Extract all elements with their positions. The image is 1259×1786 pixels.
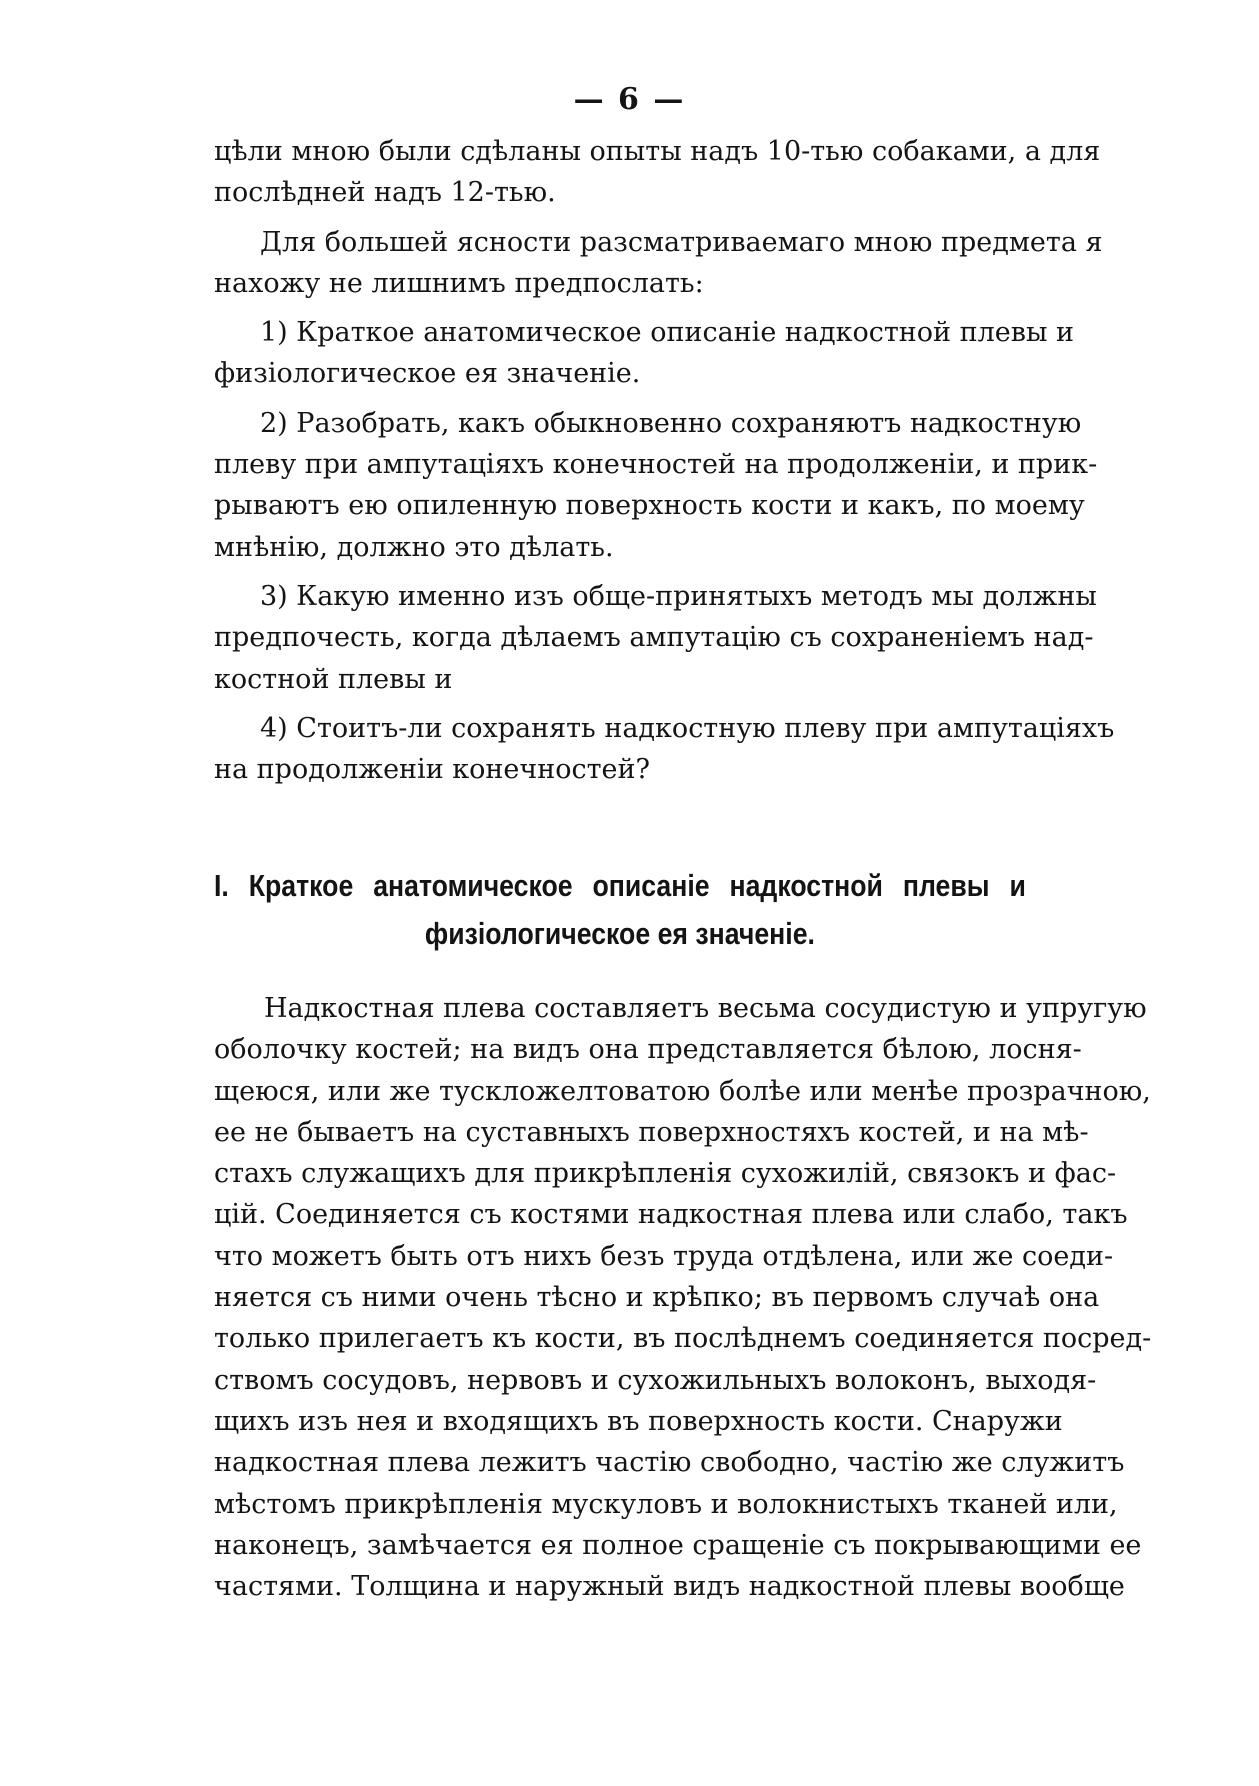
text-line: 1) Краткое анатомическое описаніе надкостной плевы и xyxy=(260,317,1075,349)
text-line: ствомъ сосудовъ, нервовъ и сухожильныхъ волоконъ, выходя- xyxy=(214,1364,1097,1396)
text-line: оболочку костей; на видъ она представляется бѣлою, лосня- xyxy=(214,1034,1082,1066)
text-line: Надкостная плева составляетъ весьма сосудистую и упругую xyxy=(264,993,1147,1024)
text-line: только прилегаетъ къ кости, въ послѣднемъ соединяется посред- xyxy=(214,1323,1152,1355)
text-line: плеву при ампутаціяхъ конечностей на продолженіи, и прик- xyxy=(214,449,1098,481)
text-line: ее не бываетъ на суставныхъ поверхностяхъ костей, и на мѣ- xyxy=(214,1116,1089,1148)
text-line: щихъ изъ нея и входящихъ въ поверхность кости. Снаружи xyxy=(214,1405,1063,1437)
text-line: физіологическое ея значеніе. xyxy=(214,358,641,390)
text-line: нахожу не лишнимъ предпослать: xyxy=(214,267,704,299)
text-line: что можетъ быть отъ нихъ безъ труда отдѣлена, или же соеди- xyxy=(214,1240,1114,1272)
section-heading-line: I. Краткое анатомическое описаніе надкостной плевы и xyxy=(214,868,1026,903)
text-line: щеюся, или же тускложелтоватою болѣе или менѣе прозрачною, xyxy=(214,1075,1151,1107)
text-line: послѣдней надъ 12-тью. xyxy=(214,177,556,209)
text-line: на продолженіи конечностей? xyxy=(214,754,650,786)
text-line: костной плевы и xyxy=(214,663,453,695)
text-line: 4) Стоитъ-ли сохранять надкостную плеву при ампутаціяхъ xyxy=(260,712,1115,744)
intro-text xyxy=(214,131,1115,790)
text-line: мѣстомъ прикрѣпленія мускуловъ и волокнистыхъ тканей или, xyxy=(214,1488,1118,1520)
page-number: — 6 — xyxy=(573,82,686,117)
section-heading xyxy=(214,862,1026,958)
text-line: рываютъ ею опиленную поверхность кости и какъ, по моему xyxy=(214,490,1085,522)
text-line: наконецъ, замѣчается ея полное сращеніе съ покрывающими ее xyxy=(214,1529,1142,1561)
section-heading-line: физіологическое ея значеніе. xyxy=(424,916,815,951)
text-line: предпочесть, когда дѣлаемъ ампутацію съ сохраненіемъ над- xyxy=(214,622,1094,654)
text-line: цій. Соединяется съ костями надкостная плева или слабо, такъ xyxy=(214,1199,1128,1231)
text-line: 2) Разобрать, какъ обыкновенно сохраняютъ надкостную xyxy=(260,407,1082,439)
text-line: частями. Толщина и наружный видъ надкостной плевы вообще xyxy=(214,1571,1125,1603)
text-line: надкостная плева лежитъ частію свободно, частію же служитъ xyxy=(214,1447,1125,1479)
text-line: стахъ служащихъ для прикрѣпленія сухожилій, связокъ и фас- xyxy=(214,1158,1117,1190)
text-line: няется съ ними очень тѣсно и крѣпко; въ первомъ случаѣ она xyxy=(214,1282,1100,1314)
section-body xyxy=(214,988,1152,1607)
text-line: Для большей ясности разсматриваемаго мною предмета я xyxy=(260,226,1103,258)
text-line: мнѣнію, должно это дѣлать. xyxy=(214,531,614,563)
text-line: цѣли мною были сдѣланы опыты надъ 10-тью собаками, а для xyxy=(214,136,1101,167)
text-line: 3) Какую именно изъ обще-принятыхъ методъ мы должны xyxy=(260,580,1097,612)
